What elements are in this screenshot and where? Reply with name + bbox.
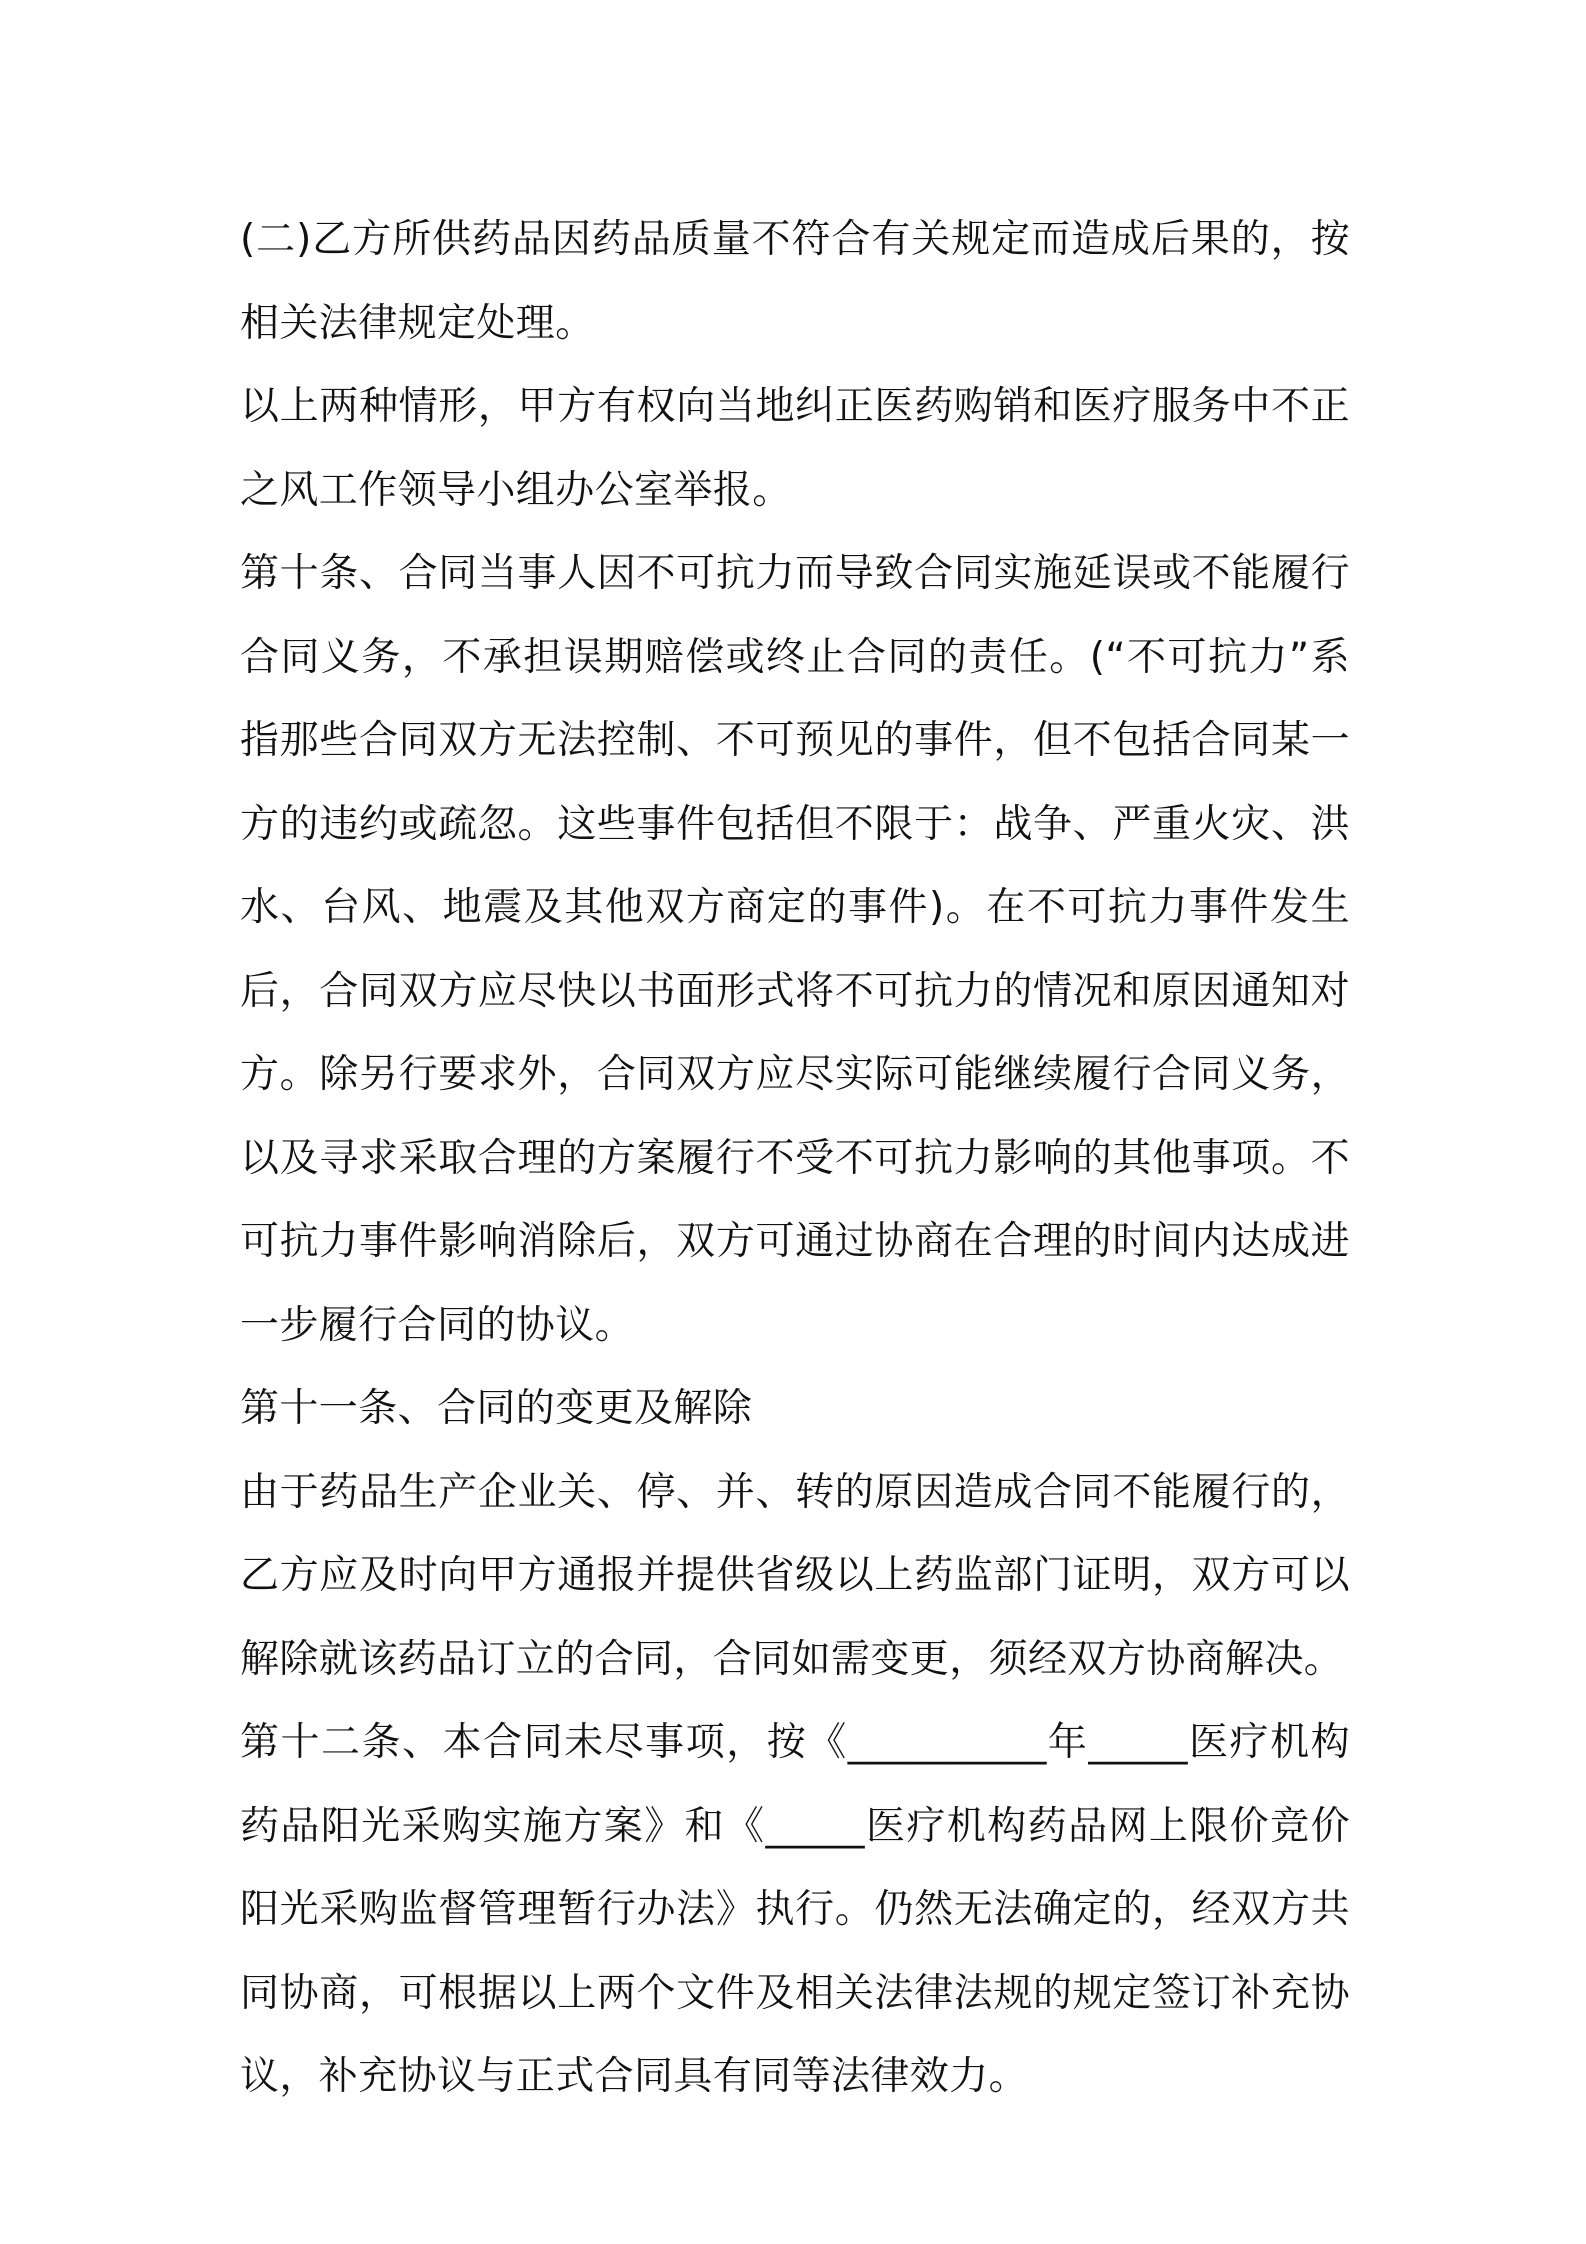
- paragraph-clause-quality: (二)乙方所供药品因药品质量不符合有关规定而造成后果的，按相关法律规定处理。: [240, 217, 1350, 346]
- paragraph-article-11-body: 由于药品生产企业关、停、并、转的原因造成合同不能履行的，乙方应及时向甲方通报并提供省级以上药监部门证明，双方可以解除就该药品订立的合同，合同如需变更，须经双方协商解决。: [240, 1469, 1350, 1682]
- paragraph-article-10-force-majeure: 第十条、合同当事人因不可抗力而导致合同实施延误或不能履行合同义务，不承担误期赔偿或终止合同的责任。(“不可抗力”系指那些合同双方无法控制、不可预见的事件，但不包括合同某一方的违约或疏忽。这些事件包括但不限于：战争、严重火灾、洪水、台风、地震及其他双方商定的事件)。在不可抗力事件发生后，合同双方应尽快以书面形式将不可抗力的情况和原因通知对方。除另行要求外，合同双方应尽实际可能继续履行合同义务，以及寻求采取合理的方案履行不受不可抗力影响的其他事项。不可抗力事件影响消除后，双方可通过协商在合理的时间内达成进一步履行合同的协议。: [240, 551, 1350, 1348]
- paragraph-report-right: 以上两种情形，甲方有权向当地纠正医药购销和医疗服务中不正之风工作领导小组办公室举报。: [240, 384, 1350, 513]
- paragraph-article-12: 第十二条、本合同未尽事项，按《__________年_____医疗机构药品阳光采购实施方案》和《_____医疗机构药品网上限价竞价阳光采购监督管理暂行办法》执行。仍然无法确定的，经双方共同协商，可根据以上两个文件及相关法律法规的规定签订补充协议，补充协议与正式合同具有同等法律效力。: [240, 1720, 1350, 2099]
- paragraph-article-11-heading: 第十一条、合同的变更及解除: [240, 1386, 753, 1431]
- document-body: [240, 198, 1350, 2119]
